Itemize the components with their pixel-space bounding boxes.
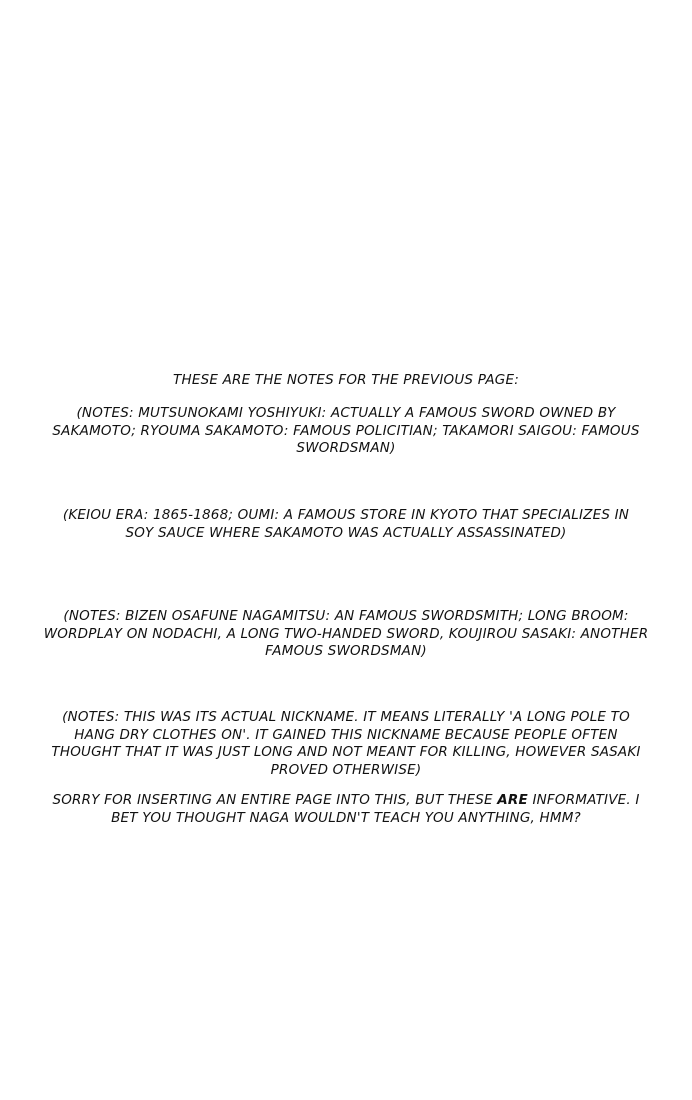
translation-note-3: (NOTES: BIZEN OSAFUNE NAGAMITSU: AN FAMOUS SWORDSMITH; LONG BROOM: WORDPLAY ON NODACHI, A LONG TWO-HANDED SWORD, KOUJIROU SASAKI: ANOTHER FAMOUS SWORDSMAN)	[43, 608, 649, 659]
closing-remark	[40, 792, 652, 827]
closing-remark-before: SORRY FOR INSERTING AN ENTIRE PAGE INTO THIS, BUT THESE	[52, 792, 498, 808]
intro-text: THESE ARE THE NOTES FOR THE PREVIOUS PAGE:	[173, 372, 519, 388]
closing-remark-emphasis: ARE	[497, 792, 528, 808]
translation-note-1: (NOTES: MUTSUNOKAMI YOSHIYUKI: ACTUALLY A FAMOUS SWORD OWNED BY SAKAMOTO; RYOUMA SAKAMOTO: FAMOUS POLICITIAN; TAKAMORI SAIGOU: FAMOUS SWORDSMAN)	[52, 405, 640, 456]
closing-remark-after: INFORMATIVE. I BET YOU THOUGHT NAGA WOULDN'T TEACH YOU ANYTHING, HMM?	[111, 792, 640, 826]
translation-note-4: (NOTES: THIS WAS ITS ACTUAL NICKNAME. IT MEANS LITERALLY 'A LONG POLE TO HANG DRY CLOTHES ON'. IT GAINED THIS NICKNAME BECAUSE PEOPLE OFTEN THOUGHT THAT IT WAS JUST LONG AND NOT MEANT FOR KILLING, HOWEVER SASAKI PROVED OTHERWISE)	[51, 709, 641, 778]
translation-note-2: (KEIOU ERA: 1865-1868; OUMI: A FAMOUS STORE IN KYOTO THAT SPECIALIZES IN SOY SAUCE WHERE SAKAMOTO WAS ACTUALLY ASSASSINATED)	[62, 507, 630, 541]
